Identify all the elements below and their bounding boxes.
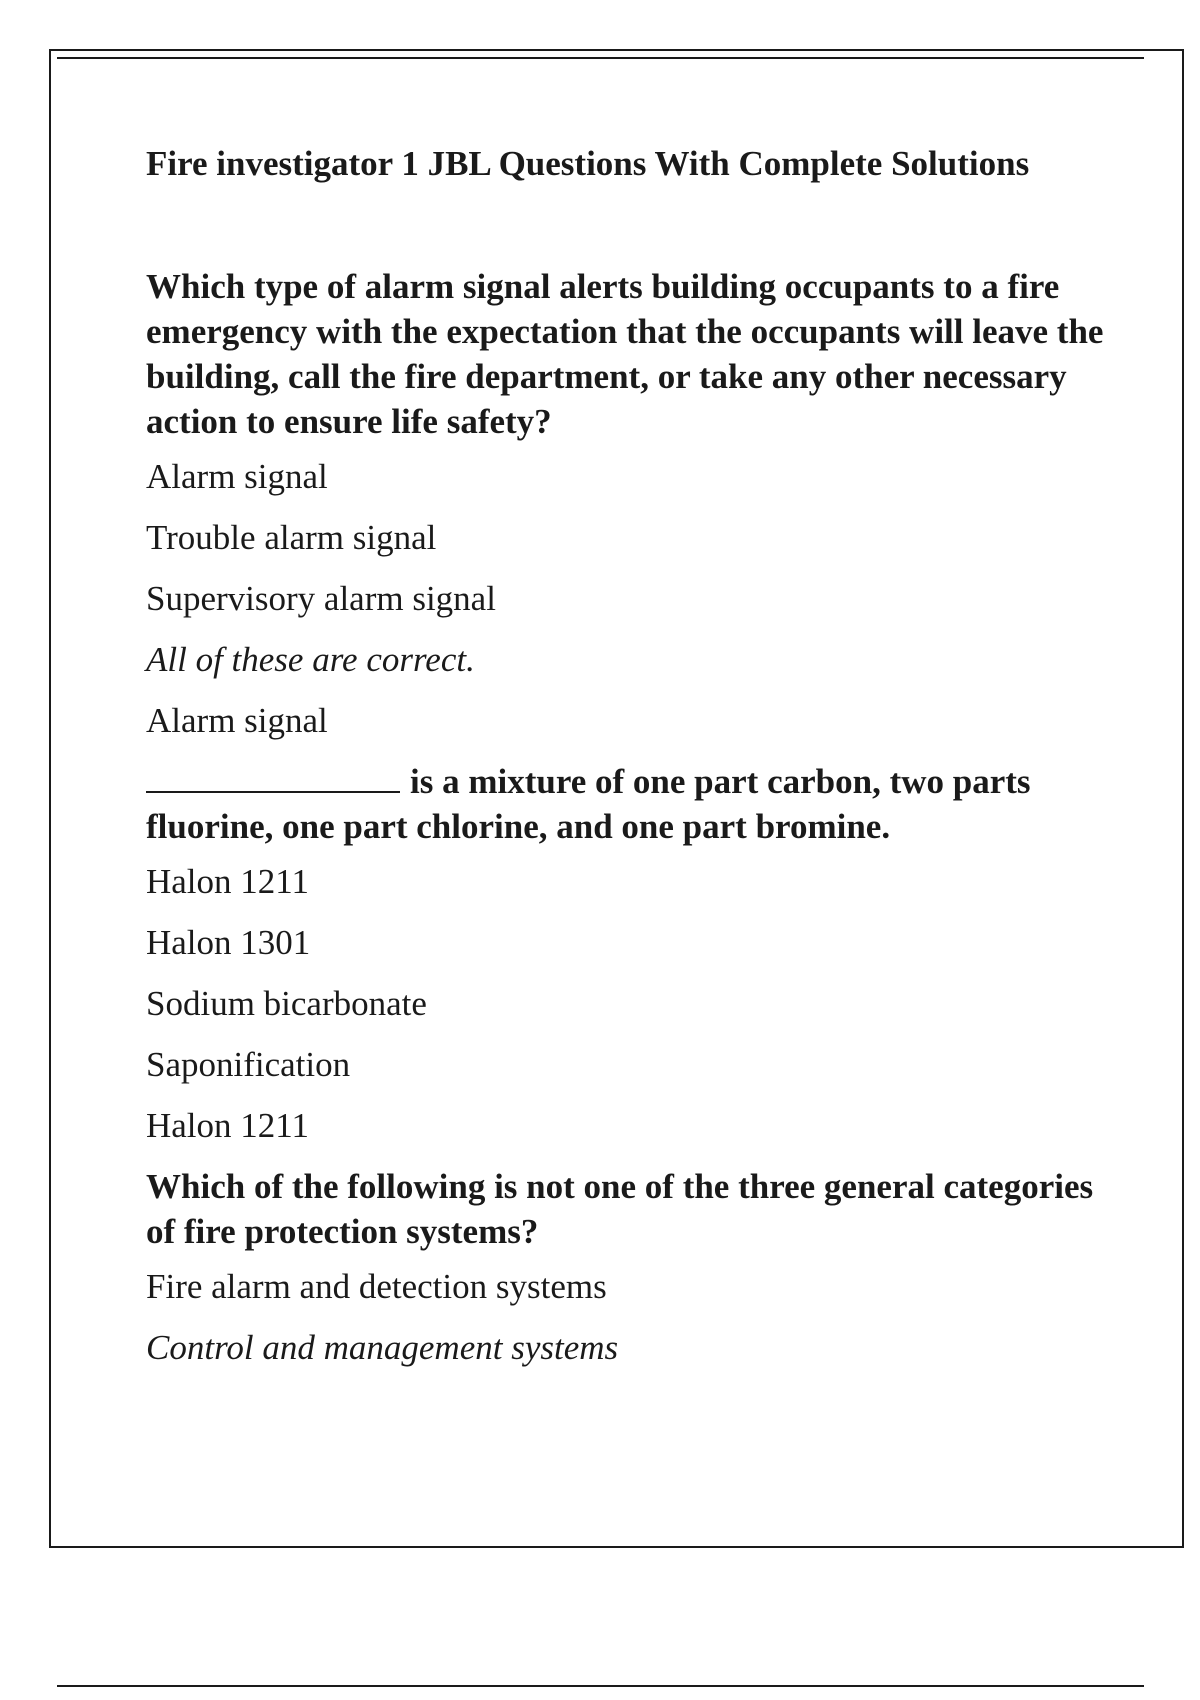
answer-option: Fire alarm and detection systems [146,1267,607,1306]
answer-option: Supervisory alarm signal [146,579,496,618]
correct-answer: Alarm signal [146,701,328,740]
answer-option: Saponification [146,1045,351,1084]
answer-option: Halon 1211 [146,862,309,901]
question-text-body: is a mixture of one part carbon, two parts fluorine, one part chlorine, and one part bromine. [146,762,1031,846]
question-block [146,264,1106,744]
answer-option: Alarm signal [146,457,328,496]
question-text: Which type of alarm signal alerts building occupants to a fire emergency with the expectation that the occupants will leave the building, call the fire department, or take any other necessary action to ensure life safety? [146,267,1104,441]
question-block [146,1164,1106,1371]
answer-option: Sodium bicarbonate [146,984,427,1023]
footer-rule [57,1685,1144,1687]
document-title: Fire investigator 1 JBL Questions With Complete Solutions [146,144,1030,183]
answer-option-italic: Control and management systems [146,1328,619,1367]
correct-answer: Halon 1211 [146,1106,309,1145]
answer-option-italic: All of these are correct. [146,640,475,679]
question-text [146,759,1106,849]
answer-option: Halon 1301 [146,923,311,962]
header-rule [57,57,1144,59]
question-block [146,759,1106,1149]
fill-in-blank [146,761,400,793]
answer-option: Trouble alarm signal [146,518,437,557]
question-text: Which of the following is not one of the three general categories of fire protection systems? [146,1167,1094,1251]
document-body [146,142,1106,1386]
